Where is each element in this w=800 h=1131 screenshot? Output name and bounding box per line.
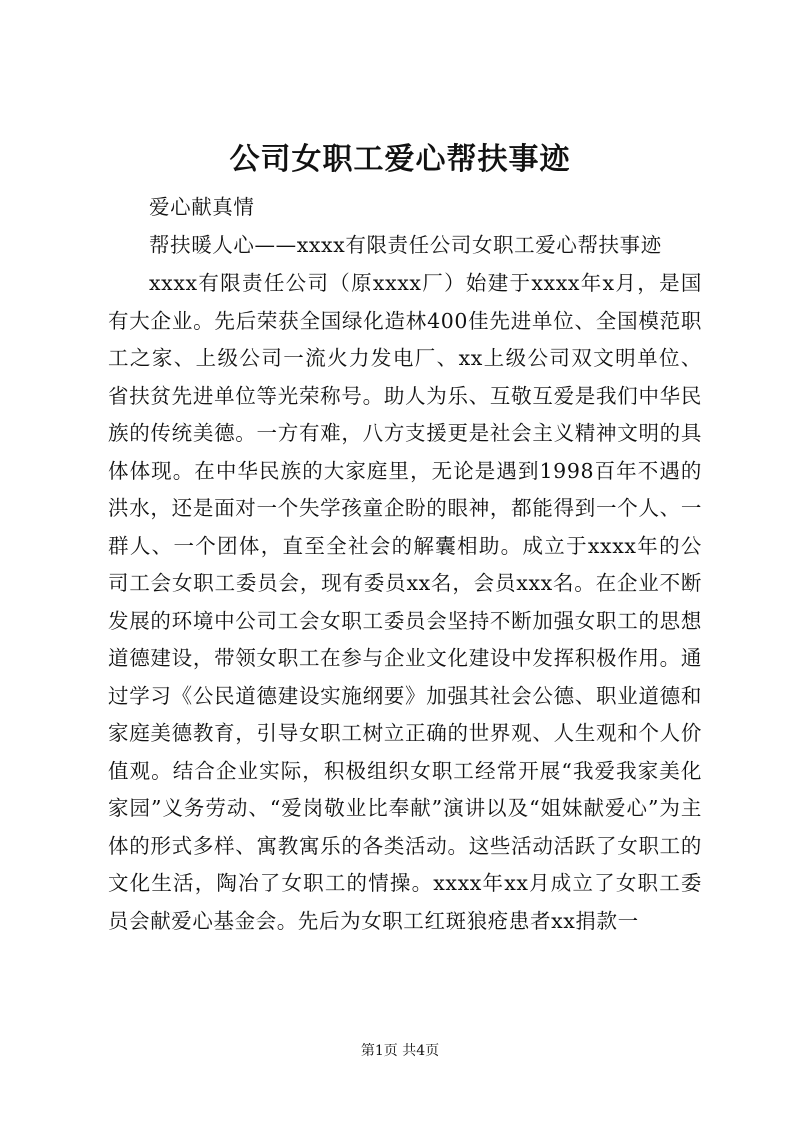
paragraph-body: xxxx有限责任公司（原xxxx厂）始建于xxxx年x月，是国有大企业。先后荣获全国绿化造林400佳先进单位、全国模范职工之家、上级公司一流火力发电厂、xx上级公司双文明单位、省扶贫先进单位等光荣称号。助人为乐、互敬互爱是我们中华民族的传统美德。一方有难，八方支援更是社会主义精神文明的具体体现。在中华民族的大家庭里，无论是遇到1998百年不遇的洪水，还是面对一个失学孩童企盼的眼神，都能得到一个人、一群人、一个团体，直至全社会的解囊相助。成立于xxxx年的公司工会女职工委员会，现有委员xx名，会员xxx名。在企业不断发展的环境中公司工会女职工委员会坚持不断加强女职工的思想道德建设，带领女职工在参与企业文化建设中发挥积极作用。通过学习《公民道德建设实施纲要》加强其社会公德、职业道德和家庭美德教育，引导女职工树立正确的世界观、人生观和个人价值观。结合企业实际，积极组织女职工经常开展“我爱我家美化家园”义务劳动、“爱岗敬业比奉献”演讲以及“姐妹献爱心”为主体的形式多样、寓教寓乐的各类活动。这些活动活跃了女职工的文化生活，陶冶了女职工的情操。xxxx年xx月成立了女职工委员会献爱心基金会。先后为女职工红斑狼疮患者xx捐款一	[108, 271, 702, 933]
paragraph-subheading: 帮扶暖人心——xxxx有限责任公司女职工爱心帮扶事迹	[149, 233, 662, 257]
paragraph-subtitle: 爱心献真情	[149, 195, 255, 219]
document-title: 公司女职工爱心帮扶事迹	[229, 142, 571, 177]
page-footer: 第1页 共4页	[360, 1043, 440, 1059]
